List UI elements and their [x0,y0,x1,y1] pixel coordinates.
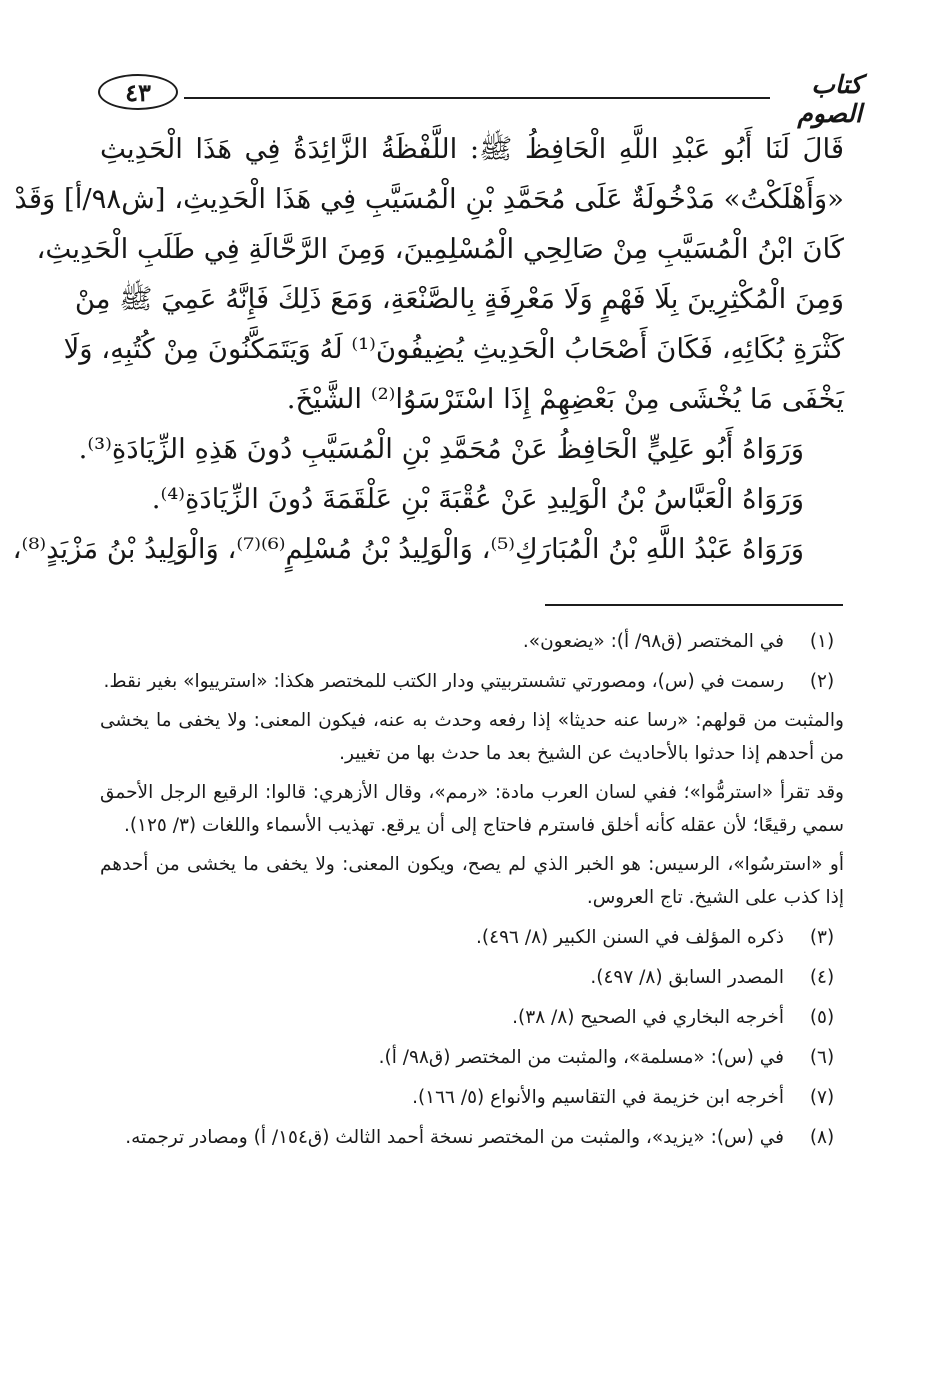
footnote-continuation: والمثبت من قولهم: «رسا عنه حديثا» إذا رفعه وحدث به عنه، فيكون المعنى: ولا يخفى ما يخشى من أحدهم إذا حدثوا بالأحاديث عن الشيخ بعد ما حدث بها من تغيير. [100,710,844,764]
footnote-text: في (س): «يزيد»، والمثبت من المختصر نسخة أحمد الثالث (ق١٥٤/ أ) ومصادر ترجمته. [125,1127,784,1148]
footnote-number: (٥) [809,1007,835,1028]
footnote [100,664,844,700]
main-text [12,124,844,574]
main-line: كَانَ ابْنُ الْمُسَيَّبِ مِنْ صَالِحِي الْمُسْلِمِينَ، وَمِنَ الرَّحَّالَةِ فِي طَلَبِ الْحَدِيثِ، [36,233,844,265]
footnote [100,960,844,996]
footnote-text: في المختصر (ق٩٨/ أ): «يضعون». [522,631,784,652]
footnote [100,1080,844,1116]
main-line: وَرَوَاهُ أَبُو عَلِيٍّ الْحَافِظُ عَنْ مُحَمَّدِ بْنِ الْمُسَيَّبِ دُونَ هَذِهِ الزِّيَادَةِ⁽³⁾. [78,433,804,465]
footnote-text: في (س): «مسلمة»، والمثبت من المختصر (ق٩٨/ أ). [378,1047,784,1068]
main-line: وَرَوَاهُ عَبْدُ اللَّهِ بْنُ الْمُبَارَكِ⁽⁵⁾، وَالْوَلِيدُ بْنُ مُسْلِمٍ⁽⁶⁾⁽⁷⁾، وَالْوَلِيدُ بْنُ مَزْيَدٍ⁽⁸⁾، [12,533,804,565]
main-line: قَالَ لَنَا أَبُو عَبْدِ اللَّهِ الْحَافِظُ ﷺ: اللَّفْظَةُ الزَّائِدَةُ فِي هَذَا الْحَدِيثِ [100,133,844,165]
footnote-number: (٨) [809,1127,835,1148]
main-line: «وَأَهْلَكْتُ» مَدْخُولَةٌ عَلَى مُحَمَّدِ بْنِ الْمُسَيَّبِ فِي هَذَا الْحَدِيثِ، [ش٩٨/أ] وَقَدْ [14,183,844,215]
footnote-number: (٧) [809,1087,835,1108]
footnote-number: (١) [809,631,835,652]
main-line: كَثْرَةِ بُكَائِهِ، فَكَانَ أَصْحَابُ الْحَدِيثِ يُضِيفُونَ⁽¹⁾ لَهُ وَيَتَمَكَّنُونَ مِنْ كُتُبِهِ، وَلَا [63,333,844,365]
footnote-number: (٢) [809,671,835,692]
footnote-continuation: أو «استرسُوا»، الرسيس: هو الخبر الذي لم يصح، ويكون المعنى: ولا يخفى ما يخشى من أحدهم إذا كذب على الشيخ. تاج العروس. [100,854,844,908]
footnote-text: أخرجه البخاري في الصحيح (٨/ ٣٨). [512,1007,784,1028]
footnote-text: المصدر السابق (٨/ ٤٩٧). [590,967,784,988]
footnote-text: رسمت في (س)، ومصورتي تشستربيتي ودار الكتب للمختصر هكذا: «استرييوا» بغير نقط. [103,671,784,692]
footnote-number: (٦) [809,1047,835,1068]
main-line: وَرَوَاهُ الْعَبَّاسُ بْنُ الْوَلِيدِ عَنْ عُقْبَةَ بْنِ عَلْقَمَةَ دُونَ الزِّيَادَةِ⁽⁴⁾. [151,483,804,515]
footnote [100,624,844,660]
footnote-text: أخرجه ابن خزيمة في التقاسيم والأنواع (٥/ ١٦٦). [412,1087,784,1108]
footnote [100,1120,844,1156]
footnote [100,1000,844,1036]
footnote [100,920,844,956]
main-line: وَمِنَ الْمُكْثِرِينَ بِلَا فَهْمٍ وَلَا مَعْرِفَةٍ بِالصَّنْعَةِ، وَمَعَ ذَلِكَ فَإِنَّهُ عَمِيَ ﷺ مِنْ [74,283,844,315]
footnote-number: (٤) [809,967,835,988]
header-rule [184,97,770,99]
page-number-badge: ٤٣ [98,74,178,110]
footnote-continuation: وقد تقرأ «استرمُّوا»؛ ففي لسان العرب مادة: «رمم»، وقال الأزهري: قالوا: الرقيع الرجل الأحمق سمي رقيعًا؛ لأن عقله كأنه أخلق فاسترم فاحتاج إلى أن يرقع. تهذيب الأسماء واللغات (٣/ ١٢٥). [100,782,844,836]
footnote-number: (٣) [809,927,835,948]
footnote-text: ذكره المؤلف في السنن الكبير (٨/ ٤٩٦). [476,927,784,948]
page-header [92,70,862,128]
footnote-separator [545,604,843,606]
main-line: يَخْفَى مَا يُخْشَى مِنْ بَعْضِهِمْ إِذَا اسْتَرْسَوُا⁽²⁾ الشَّيْخَ. [286,383,844,415]
footnote [100,1040,844,1076]
footnotes [100,624,844,1160]
book-title: كتاب الصوم [797,70,862,128]
